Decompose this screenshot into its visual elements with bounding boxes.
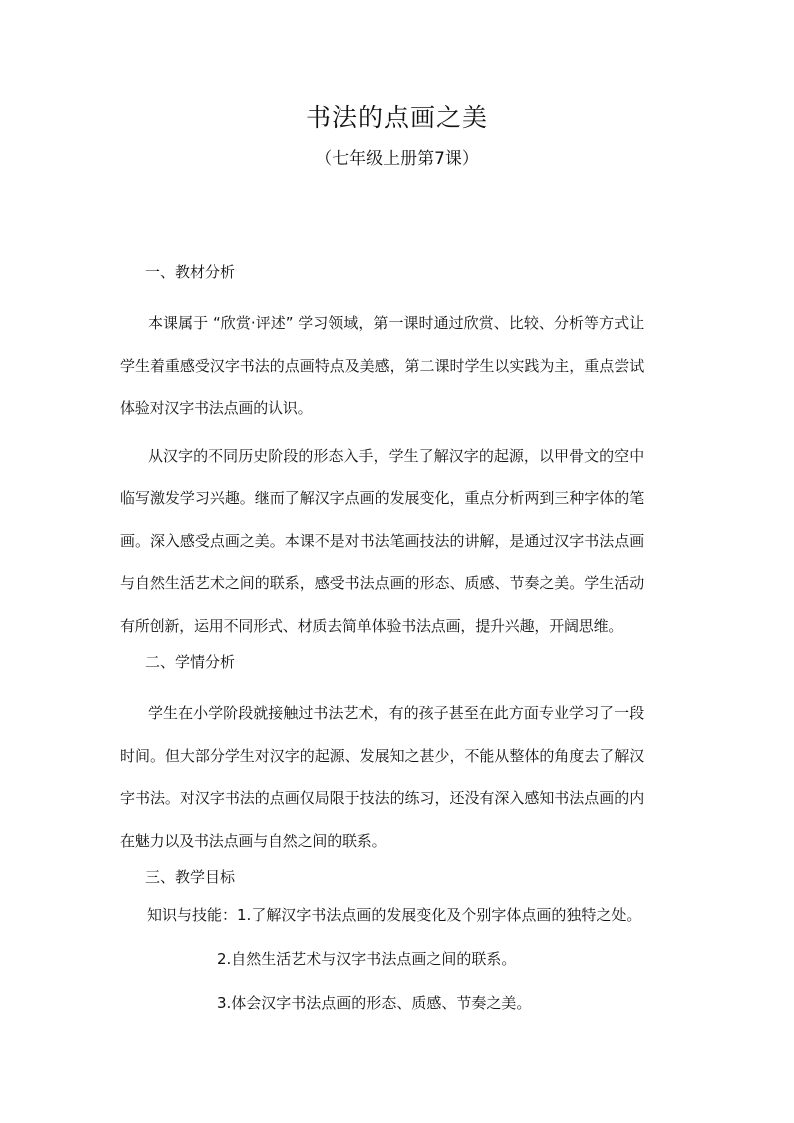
goal-item: 3.体会汉字书法点画的形态、质感、节奏之美。 [217,994,532,1012]
document-body [120,259,644,1025]
section-heading-teaching-goals: 三、教学目标 [145,868,236,886]
goal-item: 2.自然生活艺术与汉字书法点画之间的联系。 [217,950,517,968]
paragraph-student-analysis: 学生在小学阶段就接触过书法艺术，有的孩子甚至在此方面专业学习了一段时间。但大部分学生对汉字的起源、发展知之甚少，不能从整体的角度去了解汉字书法。对汉字书法的点画仅局限于技法的练习，还没有深入感知书法点画的内在魅力以及书法点画与自然之间的联系。 [120,704,644,850]
goal-item [120,893,644,937]
goal-item-text: 1.了解汉字书法点画的发展变化及个别字体点画的独特之处。 [237,906,642,924]
goal-label: 知识与技能： [147,906,238,924]
paragraph-course-approach: 从汉字的不同历史阶段的形态入手，学生了解汉字的起源，以甲骨文的空中临写激发学习兴趣。继而了解汉字点画的发展变化，重点分析两到三种字体的笔画。深入感受点画之美。本课不是对书法笔画技法的讲解，是通过汉字书法点画与自然生活艺术之间的联系，感受书法点画的形态、质感、节奏之美。学生活动有所创新，运用不同形式、材质去简单体验书法点画，提升兴趣，开阔思维。 [120,446,644,635]
document-title: 书法的点画之美 [305,103,488,132]
paragraph-course-overview: 本课属于 “欣赏·评述” 学习领域，第一课时通过欣赏、比较、分析等方式让学生着重感受汉字书法的点画特点及美感，第二课时学生以实践为主，重点尝试体验对汉字书法点画的认识。 [120,314,644,417]
section-heading-student-analysis: 二、学情分析 [145,653,236,671]
document-subtitle: （七年级上册第7课） [315,149,479,169]
section-heading-textbook-analysis: 一、教材分析 [145,263,236,281]
